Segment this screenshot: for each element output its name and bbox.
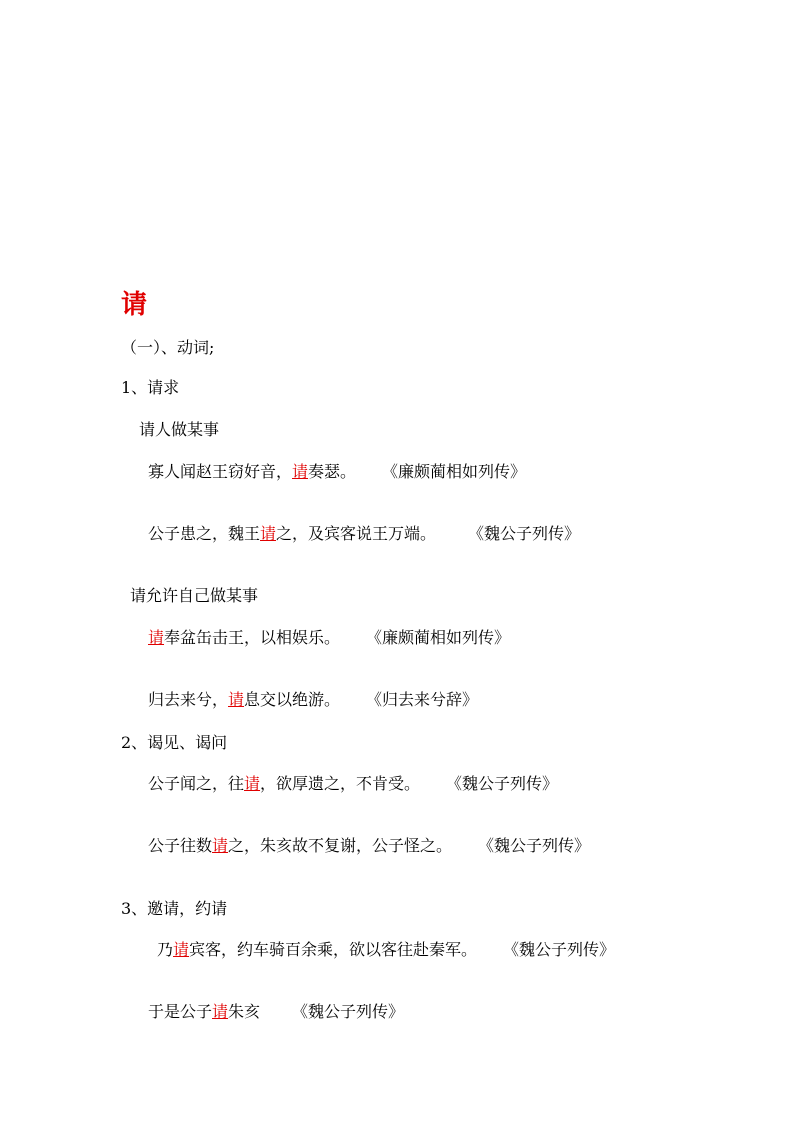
source-citation: 《归去来兮辞》 (374, 690, 479, 709)
source-citation: 《廉颇蔺相如列传》 (374, 628, 511, 647)
highlighted-keyword: 请 (228, 690, 245, 709)
source-citation: 《魏公子列传》 (511, 940, 616, 959)
highlighted-keyword: 请 (292, 462, 309, 481)
entry-title: 请 (121, 290, 148, 320)
highlighted-keyword: 请 (212, 1002, 229, 1021)
example-text: 朱亥 (228, 1002, 261, 1021)
example-line-5 (148, 774, 558, 794)
example-text: 乃 (157, 940, 174, 959)
example-text: 公子患之，魏王 (148, 524, 261, 543)
example-text: ，欲厚遗之，不肯受。 (260, 774, 421, 793)
source-citation: 《廉颇蔺相如列传》 (390, 462, 527, 481)
example-line-1 (148, 462, 526, 482)
example-text: 奏瑟。 (308, 462, 357, 481)
example-text: 奉盆缶击王，以相娱乐。 (164, 628, 341, 647)
example-text: 息交以绝游。 (244, 690, 341, 709)
highlighted-keyword: 请 (260, 524, 277, 543)
example-line-7 (157, 940, 615, 960)
example-text: 寡人闻赵王窃好音， (148, 462, 293, 481)
example-line-4 (148, 690, 478, 710)
example-text: 于是公子 (148, 1002, 213, 1021)
example-text: 公子闻之，往 (148, 774, 245, 793)
example-text: 之，朱亥故不复谢，公子怪之。 (228, 836, 453, 855)
source-citation: 《魏公子列传》 (454, 774, 559, 793)
sense-heading-1: 1、请求 (121, 378, 180, 397)
source-citation: 《魏公子列传》 (476, 524, 581, 543)
example-text: 之，及宾客说王万端。 (276, 524, 437, 543)
sense-heading-2: 2、谒见、谒问 (121, 733, 228, 752)
example-line-6 (148, 836, 590, 856)
source-citation: 《魏公子列传》 (486, 836, 591, 855)
example-line-3 (148, 628, 510, 648)
highlighted-keyword: 请 (244, 774, 261, 793)
example-text: 公子往数 (148, 836, 213, 855)
example-text: 宾客，约车骑百余乘，欲以客往赴秦军。 (189, 940, 478, 959)
subsense-heading-1: 请人做某事 (139, 420, 220, 439)
highlighted-keyword: 请 (212, 836, 229, 855)
highlighted-keyword: 请 (173, 940, 190, 959)
example-text: 归去来兮， (148, 690, 229, 709)
sense-heading-3: 3、邀请，约请 (121, 899, 228, 918)
highlighted-keyword: 请 (148, 628, 165, 647)
example-line-8 (148, 1002, 404, 1022)
subsense-heading-2: 请允许自己做某事 (130, 586, 259, 605)
example-line-2 (148, 524, 580, 544)
section-heading: （一）、动词; (121, 338, 215, 357)
source-citation: 《魏公子列传》 (292, 1002, 405, 1021)
